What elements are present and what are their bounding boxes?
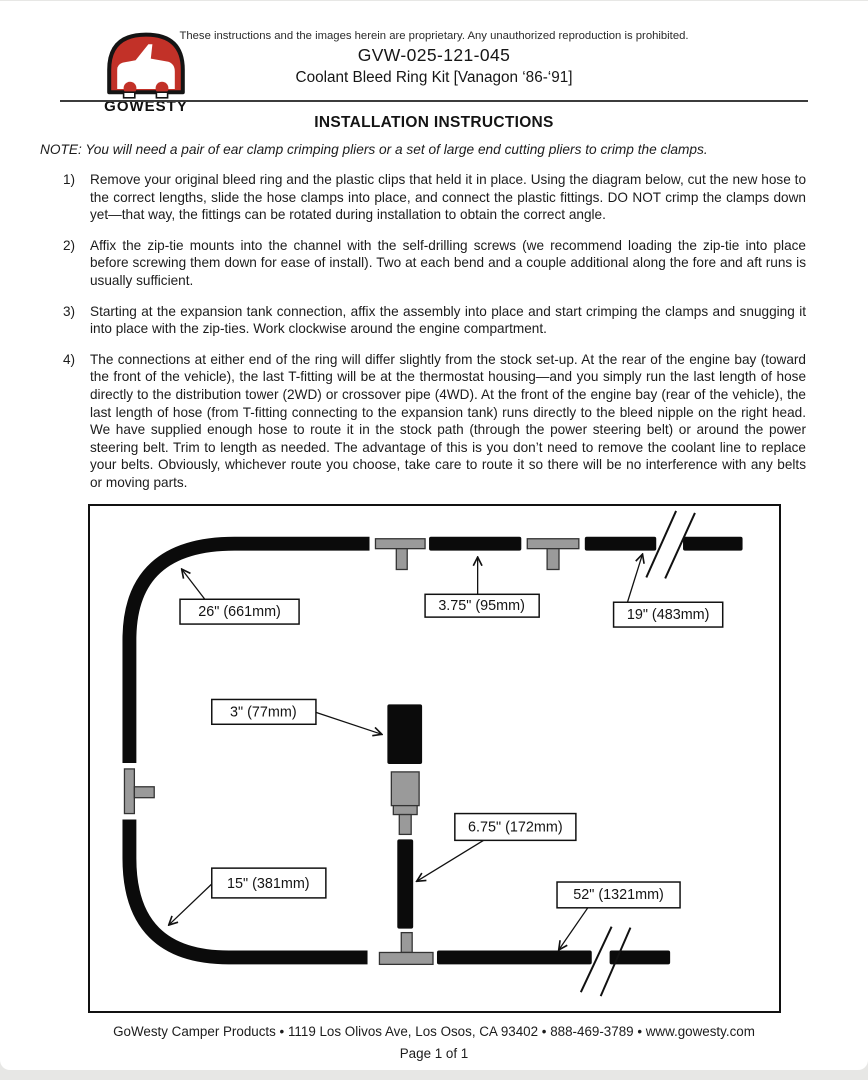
step-text: The connections at either end of the ring will differ slightly from the stock set-up. At the rear of the engine bay (toward the front of the vehicle), the last T-fitting will be at the thermostat housing—and you simply run the last length of hose directly to the distribution tower (2WD) or crossover pipe (4WD). At the front of the engine bay (rear of the vehicle), the last length of hose (from T-fitting connecting to the expansion tank) runs directly to the bleed nipple on the right head. We have supplied enough hose to route it in the stock path (through the power steering belt) or around the power steering belt. Trim to length as needed. The advantage of this is you don’t need to remove the coolant line to replace your belts. Obviously, whichever route you choose, take care to route it so there will be no interference with any belts or moving parts. <box>90 351 806 490</box>
instruction-step-2 <box>63 237 806 290</box>
instruction-step-3 <box>63 303 806 338</box>
dim-label-6-75 <box>417 814 576 881</box>
instruction-steps <box>63 171 806 492</box>
t-fitting-top-right-bar <box>527 539 579 549</box>
hose-19-segment-a <box>585 537 656 551</box>
bleed-fitting-collar <box>393 806 417 815</box>
instruction-step-1 <box>63 171 806 224</box>
header-divider <box>60 100 808 102</box>
section-title: INSTALLATION INSTRUCTIONS <box>314 114 554 131</box>
hose-19-segment-b <box>683 537 743 551</box>
leader-arrow <box>182 569 205 599</box>
hose-26-path <box>129 544 369 763</box>
t-fitting-left-bar <box>124 769 134 814</box>
gowesty-van-icon <box>96 25 196 101</box>
hose-52-segment-a <box>437 950 592 964</box>
leader-arrow <box>169 884 212 925</box>
label-text: 52" (1321mm) <box>573 886 664 903</box>
dim-label-19 <box>614 555 723 627</box>
hose-3-75-segment <box>429 537 521 551</box>
dim-label-3-75 <box>425 558 539 618</box>
footer-company-line: GoWesty Camper Products • 1119 Los Olivos Ave, Los Osos, CA 93402 • 888-469-3789 • www.gowesty.com <box>113 1024 755 1039</box>
hose-ring-diagram <box>90 506 779 1011</box>
step-number: 3) <box>63 303 76 319</box>
label-text: 3" (77mm) <box>230 704 297 721</box>
t-fitting-bottom-stem <box>401 933 412 953</box>
step-text: Affix the zip-tie mounts into the channel with the self-drilling screws (we recommend loading the zip-tie into place before screwing them down for ease of install). Two at each bend and a couple additional along the fore and aft runs is usually sufficient. <box>90 237 806 288</box>
dim-label-26 <box>180 569 299 624</box>
instruction-step-4 <box>63 351 806 492</box>
t-fitting-left-stem <box>134 787 154 798</box>
footer-page-info: Page 1 of 1 <box>399 1046 469 1061</box>
hose-diagram-box <box>88 504 781 1013</box>
label-text: 6.75" (172mm) <box>468 819 563 836</box>
label-text: 15" (381mm) <box>227 875 310 892</box>
proprietary-notice: These instructions and the images herein are proprietary. Any unauthorized reproduction is prohibited. <box>179 30 689 42</box>
header <box>0 1 868 115</box>
step-number: 2) <box>63 237 76 253</box>
document-page <box>0 1 868 1070</box>
step-text: Remove your original bleed ring and the plastic clips that held it in place. Using the diagram below, cut the new hose to the correct lengths, slide the hose clamps into place, and connect the plastic fittings. DO NOT crimp the clamps down yet—that way, the fittings can be rotated during installation to obtain the correct angle. <box>90 172 806 223</box>
t-fitting-top-left-stem <box>396 549 407 570</box>
logo-wordmark: GOWESTY <box>104 98 188 115</box>
dim-label-15 <box>169 868 326 925</box>
label-text: 19" (483mm) <box>626 607 710 624</box>
part-number: GVW-025-121-045 <box>357 45 511 65</box>
t-fitting-bottom-bar <box>379 952 433 964</box>
t-fitting-top-left-bar <box>375 539 425 549</box>
bleed-fitting-body <box>391 772 419 806</box>
label-text: 26" (661mm) <box>198 604 281 621</box>
dim-label-52 <box>557 882 680 949</box>
step-number: 1) <box>63 172 76 187</box>
label-text: 3.75" (95mm) <box>438 598 525 615</box>
hose-3-segment <box>387 704 422 764</box>
dim-label-3 <box>212 699 382 734</box>
leader-arrow <box>559 908 588 950</box>
product-title: Coolant Bleed Ring Kit [Vanagon ‘86-‘91] <box>295 69 573 86</box>
hose-6-75-segment <box>397 839 413 928</box>
note-line: NOTE: You will need a pair of ear clamp crimping pliers or a set of large end cutting pliers to crimp the clamps. <box>40 142 708 157</box>
step-text: Starting at the expansion tank connection, affix the assembly into place and start crimping the clamps and snugging it into place with the zip-ties. Work clockwise around the engine compartment. <box>90 303 806 337</box>
t-fitting-top-right-stem <box>547 549 559 570</box>
leader-arrow <box>417 840 483 881</box>
leader-arrow <box>316 712 381 734</box>
leader-arrow <box>627 555 642 603</box>
bleed-fitting-stem <box>399 815 411 835</box>
step-number: 4) <box>63 351 76 367</box>
